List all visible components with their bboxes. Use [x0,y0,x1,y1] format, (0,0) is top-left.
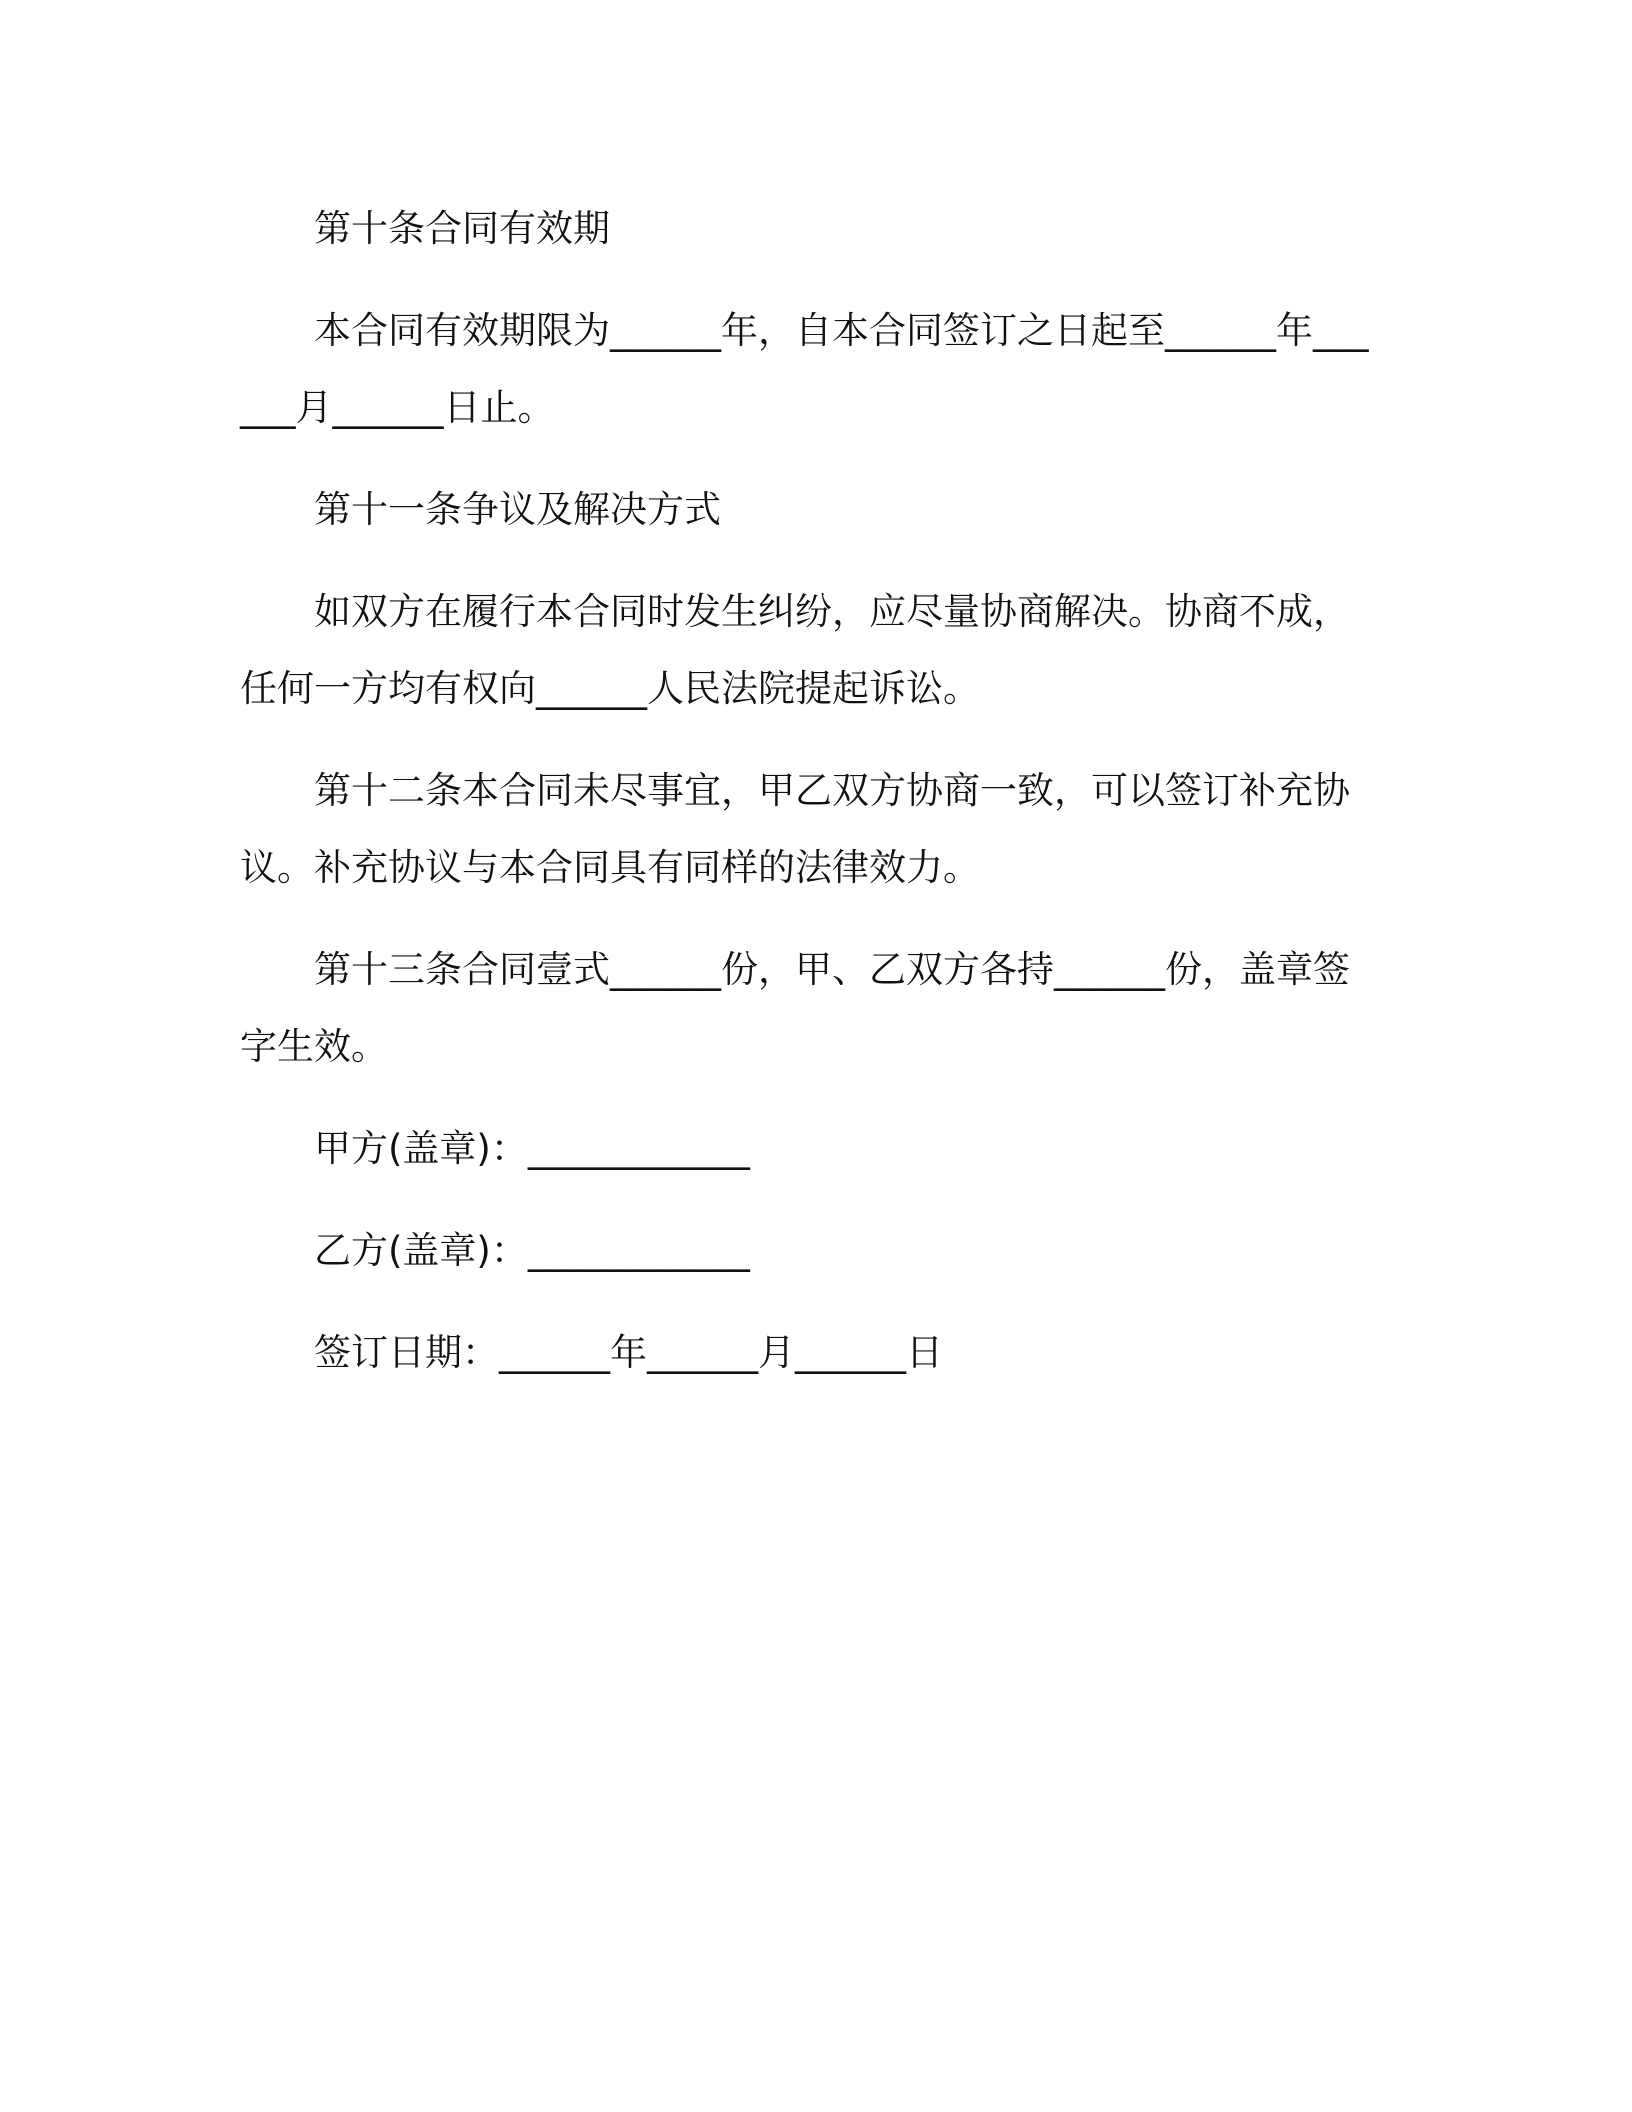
document-body [240,190,1380,1416]
signing-date-line: 签订日期：______年______月______日 [314,1331,943,1374]
article-10-title: 第十条合同有效期 [314,207,610,250]
article-12-body: 第十二条本合同未尽事宜，甲乙双方协商一致，可以签订补充协议。补充协议与本合同具有同样的法律效力。 [240,769,1350,889]
party-a-signature-line: 甲方(盖章)：____________ [314,1127,750,1170]
article-13-body: 第十三条合同壹式______份，甲、乙双方各持______份，盖章签字生效。 [240,948,1350,1068]
party-b-signature-line: 乙方(盖章)：____________ [314,1229,750,1272]
article-11-title: 第十一条争议及解决方式 [314,488,721,531]
article-10-body: 本合同有效期限为______年，自本合同签订之日起至______年______月______日止。 [240,309,1369,429]
article-11-body: 如双方在履行本合同时发生纠纷，应尽量协商解决。协商不成，任何一方均有权向______人民法院提起诉讼。 [240,590,1350,710]
